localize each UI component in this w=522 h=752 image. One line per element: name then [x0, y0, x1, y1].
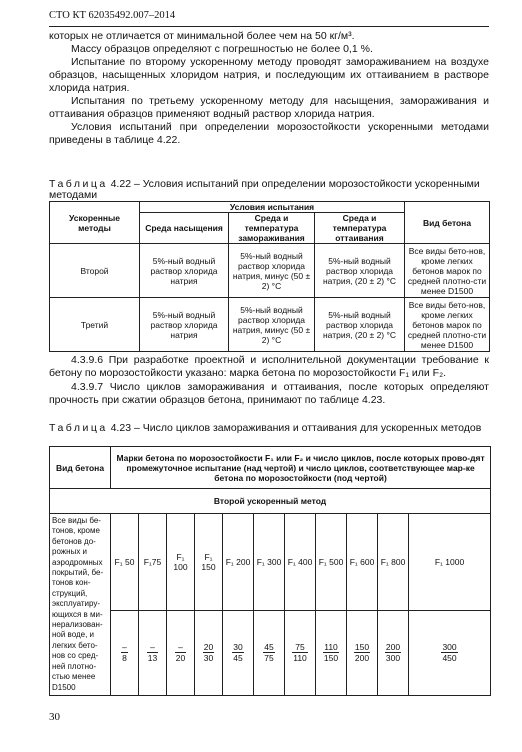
paragraph-4-3-9-6: 4.3.9.6 При разработке проектной и исполнительной документации требование к бетону по морозостойкости указано: марка бетона по морозостойкости F₁ или F₂. — [49, 354, 489, 379]
paragraph-third-method: Испытания по третьему ускоренному методу для насыщения, замораживания и оттаивания образцов применяют водный раствор хлорида натрия. — [49, 95, 489, 120]
cycles-cell — [316, 610, 347, 695]
cycles-final: 450 — [442, 653, 457, 664]
cell-thawing: 5%-ный водный раствор хлорида натрия, (20 ± 2) °С — [315, 244, 405, 298]
table-row — [50, 244, 490, 298]
paragraph-4-3-9-7: 4.3.9.7 Число циклов замораживания и оттаивания, после которых определяют прочность при сжатии образцов бетона, принимают по таблице 4.23. — [49, 381, 489, 406]
cycles-fraction — [203, 642, 214, 663]
table-caption-text: 4.23 – Число циклов замораживания и оттаивания для ускоренных методов — [110, 422, 482, 434]
cycles-cell — [347, 610, 378, 695]
cycles-intermediate: 200 — [385, 642, 401, 653]
cycles-intermediate: – — [122, 642, 127, 653]
cycles-intermediate: 300 — [442, 642, 457, 653]
table-4-23 — [49, 446, 491, 696]
cycles-intermediate: 30 — [233, 642, 243, 653]
cycles-cell — [285, 610, 316, 695]
cycles-cell — [378, 610, 409, 695]
cycles-fraction — [354, 642, 370, 663]
header-conditions: Условия испытания — [140, 202, 405, 213]
table-4-23-caption — [49, 423, 489, 434]
cycles-fraction — [323, 642, 339, 663]
cell-thawing: 5%-ный водный раствор хлорида натрия, (20 ± 2) °С — [315, 298, 405, 352]
header-thawing: Среда и температура оттаивания — [315, 213, 405, 244]
cell-freezing: 5%-ный водный раствор хлорида натрия, минус (50 ± 2) °С — [229, 244, 315, 298]
cycles-final: 110 — [293, 653, 307, 664]
cell-freezing: 5%-ный водный раствор хлорида натрия, минус (50 ± 2) °С — [229, 298, 315, 352]
cycles-cell — [254, 610, 285, 695]
grade-cell: F₁ 400 — [285, 514, 316, 611]
paragraph-mass-accuracy: Массу образцов определяют с погрешностью не более 0,1 %. — [71, 43, 373, 55]
cycles-final: 75 — [264, 653, 274, 664]
grade-cell: F₁ 300 — [254, 514, 285, 611]
cycles-intermediate: 150 — [354, 642, 370, 653]
cycles-cell — [111, 610, 139, 695]
cycles-intermediate: – — [147, 642, 158, 653]
cell-method: Третий — [50, 298, 140, 352]
grade-cell: F₁ 800 — [378, 514, 409, 611]
cycles-fraction — [175, 642, 186, 663]
cell-saturation: 5%-ный водный раствор хлорида натрия — [140, 244, 229, 298]
grade-cell: F₁ 100 — [167, 514, 195, 611]
table-caption-text: 4.22 – Условия испытаний при определении морозостойкости ускоренными методами — [49, 178, 480, 201]
cycles-final: 13 — [147, 653, 158, 664]
paragraph-conditions-ref: Условия испытаний при определении морозостойкости ускоренными методами приведены в таблице 4.22. — [49, 121, 489, 146]
cycles-fraction — [232, 642, 243, 663]
cycles-final: 30 — [203, 653, 214, 664]
cycles-final: 20 — [175, 653, 186, 664]
table-caption-word: Таблица — [49, 422, 108, 434]
header-concrete-type: Вид бетона — [50, 447, 111, 489]
grade-cell: F₁ 600 — [347, 514, 378, 611]
cycles-final: 150 — [323, 653, 339, 664]
header-saturation: Среда насыщения — [140, 213, 229, 244]
cycles-cell — [195, 610, 223, 695]
header-concrete-type: Вид бетона — [405, 202, 490, 244]
table-4-22-caption — [49, 179, 489, 201]
cell-concrete: Все виды бето-нов, кроме легких бетонов марок по средней плотно-сти менее D1500 — [405, 298, 490, 352]
cycles-intermediate: – — [175, 642, 186, 653]
grades-row — [50, 514, 491, 611]
table-row — [50, 298, 490, 352]
cell-concrete-type: Все виды бе-тонов, кроме бетонов до-рожных и аэродромных покрытий, бе-тонов кон-струкций, эксплуатиру-ющихся в ми-нерализован-ной воде, и легких бето-нов со сред-ней плотно-стью менее D1500 — [50, 514, 111, 696]
cycles-intermediate: 20 — [203, 642, 214, 653]
header-rule — [49, 26, 489, 27]
header-freezing: Среда и температура замораживания — [229, 213, 315, 244]
cycles-final: 300 — [385, 653, 401, 664]
page-number: 30 — [49, 711, 60, 723]
header-frost-marks: Марки бетона по морозостойкости F₁ или F₂ и число циклов, после которых прово-дят промежуточное испытание (над чертой) и число циклов, соответствующее мар-ке бетона по морозостойкости (под чертой) — [111, 447, 491, 489]
cycles-cell — [167, 610, 195, 695]
cycles-fraction — [441, 642, 457, 663]
cell-method: Второй — [50, 244, 140, 298]
cell-saturation: 5%-ный водный раствор хлорида натрия — [140, 298, 229, 352]
section-second-method: Второй ускоренный метод — [50, 489, 491, 514]
cycles-intermediate: 45 — [264, 642, 274, 653]
cycles-final: 200 — [354, 653, 370, 664]
cycles-fraction — [147, 642, 158, 663]
grade-cell: F₁ 500 — [316, 514, 347, 611]
cycles-cell — [223, 610, 254, 695]
table-caption-word: Таблица — [49, 178, 108, 190]
cycles-final: 8 — [122, 653, 127, 664]
table-4-22 — [49, 201, 490, 352]
cycles-cell — [139, 610, 167, 695]
cycles-cell — [409, 610, 491, 695]
cycles-final: 45 — [233, 653, 243, 664]
document-code: СТО КТ 62035492.007–2014 — [49, 10, 176, 21]
grade-cell: F₁75 — [139, 514, 167, 611]
cycles-fraction — [385, 642, 401, 663]
grade-cell: F₁ 50 — [111, 514, 139, 611]
grade-cell: F₁ 200 — [223, 514, 254, 611]
grade-cell: F₁ 150 — [195, 514, 223, 611]
cycles-intermediate: 75 — [292, 642, 308, 653]
cycles-row — [50, 610, 491, 695]
paragraph-second-method: Испытание по второму ускоренному методу проводят замораживанием на воздухе образцов, насыщенных хлоридом натрия, и последующим их оттаиванием в растворе хлорида натрия. — [49, 56, 489, 94]
paragraph-continuation: которых не отличается от минимальной более чем на 50 кг/м³. — [49, 30, 355, 42]
cycles-fraction — [292, 642, 308, 663]
header-methods: Ускоренные методы — [50, 202, 140, 244]
cell-concrete: Все виды бето-нов, кроме легких бетонов марок по средней плотно-сти менее D1500 — [405, 244, 490, 298]
cycles-intermediate: 110 — [324, 642, 338, 653]
cycles-fraction — [121, 642, 128, 663]
grade-cell: F₁ 1000 — [409, 514, 491, 611]
cycles-fraction — [263, 642, 274, 663]
